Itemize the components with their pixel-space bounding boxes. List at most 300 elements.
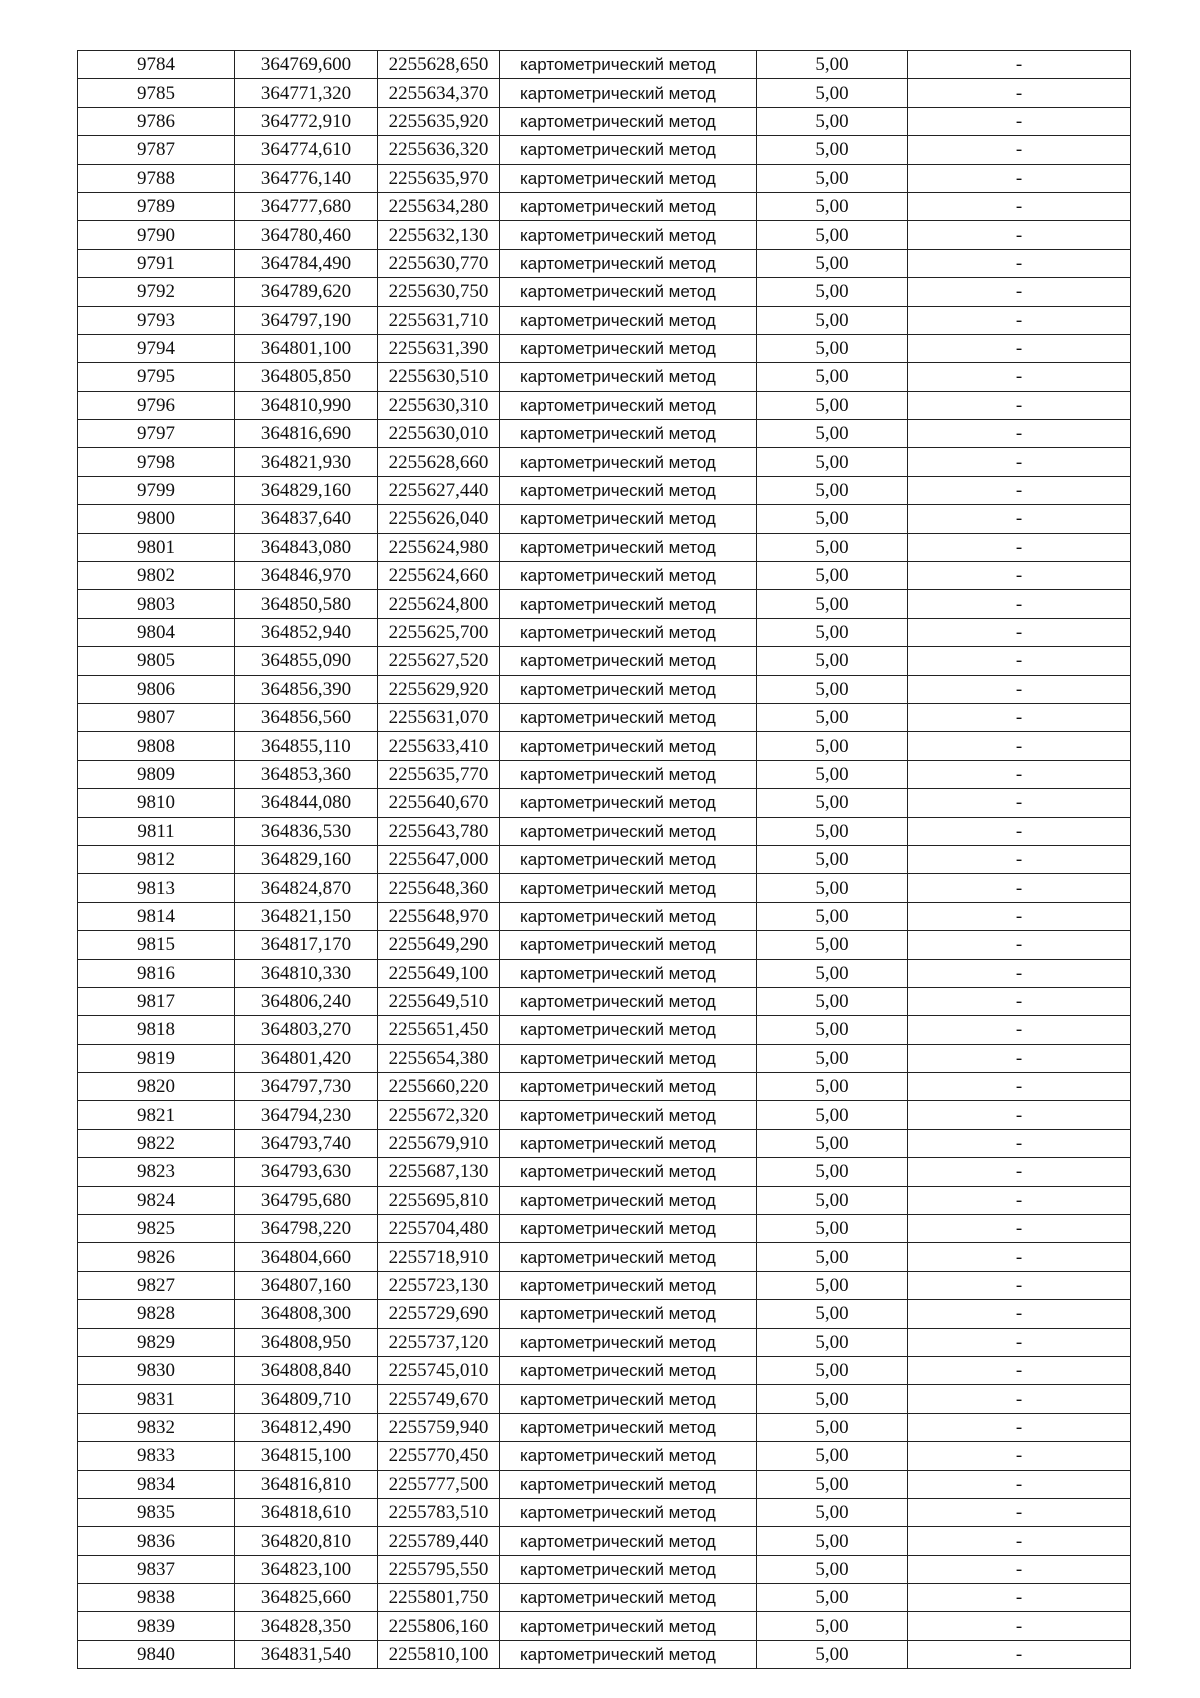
method-cell: картометрический метод <box>500 789 757 817</box>
coord-x-cell: 364846,970 <box>235 562 378 590</box>
description-cell: - <box>908 1555 1131 1583</box>
method-cell: картометрический метод <box>500 1584 757 1612</box>
coord-y-cell: 2255648,970 <box>378 902 500 930</box>
accuracy-cell: 5,00 <box>757 221 908 249</box>
table-row <box>78 448 1131 476</box>
table-row <box>78 1101 1131 1129</box>
method-cell: картометрический метод <box>500 420 757 448</box>
coord-y-cell: 2255630,010 <box>378 420 500 448</box>
table-row <box>78 902 1131 930</box>
description-cell: - <box>908 647 1131 675</box>
coord-x-cell: 364805,850 <box>235 363 378 391</box>
method-cell: картометрический метод <box>500 959 757 987</box>
table-row <box>78 1385 1131 1413</box>
coord-y-cell: 2255624,800 <box>378 590 500 618</box>
coord-x-cell: 364808,840 <box>235 1356 378 1384</box>
description-cell: - <box>908 192 1131 220</box>
accuracy-cell: 5,00 <box>757 363 908 391</box>
description-cell: - <box>908 1101 1131 1129</box>
description-cell: - <box>908 1498 1131 1526</box>
point-number-cell: 9817 <box>78 987 235 1015</box>
coord-x-cell: 364809,710 <box>235 1385 378 1413</box>
description-cell: - <box>908 1271 1131 1299</box>
coord-y-cell: 2255633,410 <box>378 732 500 760</box>
accuracy-cell: 5,00 <box>757 1612 908 1640</box>
coord-y-cell: 2255648,360 <box>378 874 500 902</box>
accuracy-cell: 5,00 <box>757 1584 908 1612</box>
coord-y-cell: 2255635,770 <box>378 760 500 788</box>
coord-x-cell: 364801,420 <box>235 1044 378 1072</box>
coord-y-cell: 2255660,220 <box>378 1073 500 1101</box>
accuracy-cell: 5,00 <box>757 1498 908 1526</box>
description-cell: - <box>908 1356 1131 1384</box>
coord-y-cell: 2255628,650 <box>378 51 500 79</box>
description-cell: - <box>908 1215 1131 1243</box>
coord-x-cell: 364850,580 <box>235 590 378 618</box>
table-row <box>78 192 1131 220</box>
description-cell: - <box>908 1584 1131 1612</box>
method-cell: картометрический метод <box>500 562 757 590</box>
table-row <box>78 391 1131 419</box>
table-row <box>78 789 1131 817</box>
coord-x-cell: 364776,140 <box>235 164 378 192</box>
accuracy-cell: 5,00 <box>757 1300 908 1328</box>
point-number-cell: 9789 <box>78 192 235 220</box>
coord-y-cell: 2255635,920 <box>378 107 500 135</box>
coord-y-cell: 2255629,920 <box>378 675 500 703</box>
coord-x-cell: 364789,620 <box>235 278 378 306</box>
coord-y-cell: 2255695,810 <box>378 1186 500 1214</box>
coord-x-cell: 364836,530 <box>235 817 378 845</box>
table-row <box>78 1584 1131 1612</box>
accuracy-cell: 5,00 <box>757 164 908 192</box>
table-row <box>78 931 1131 959</box>
coord-x-cell: 364795,680 <box>235 1186 378 1214</box>
method-cell: картометрический метод <box>500 703 757 731</box>
coord-y-cell: 2255745,010 <box>378 1356 500 1384</box>
accuracy-cell: 5,00 <box>757 590 908 618</box>
coord-y-cell: 2255704,480 <box>378 1215 500 1243</box>
method-cell: картометрический метод <box>500 874 757 902</box>
description-cell: - <box>908 334 1131 362</box>
coord-y-cell: 2255777,500 <box>378 1470 500 1498</box>
method-cell: картометрический метод <box>500 1073 757 1101</box>
accuracy-cell: 5,00 <box>757 1186 908 1214</box>
description-cell: - <box>908 1527 1131 1555</box>
coord-y-cell: 2255651,450 <box>378 1016 500 1044</box>
accuracy-cell: 5,00 <box>757 1129 908 1157</box>
table-row <box>78 1555 1131 1583</box>
method-cell: картометрический метод <box>500 1470 757 1498</box>
method-cell: картометрический метод <box>500 1215 757 1243</box>
table-row <box>78 334 1131 362</box>
point-number-cell: 9795 <box>78 363 235 391</box>
point-number-cell: 9832 <box>78 1413 235 1441</box>
coord-y-cell: 2255625,700 <box>378 618 500 646</box>
method-cell: картометрический метод <box>500 1640 757 1668</box>
method-cell: картометрический метод <box>500 448 757 476</box>
table-row <box>78 703 1131 731</box>
table-row <box>78 1044 1131 1072</box>
accuracy-cell: 5,00 <box>757 618 908 646</box>
coord-x-cell: 364769,600 <box>235 51 378 79</box>
point-number-cell: 9835 <box>78 1498 235 1526</box>
accuracy-cell: 5,00 <box>757 448 908 476</box>
coord-x-cell: 364780,460 <box>235 221 378 249</box>
point-number-cell: 9822 <box>78 1129 235 1157</box>
coord-y-cell: 2255687,130 <box>378 1158 500 1186</box>
accuracy-cell: 5,00 <box>757 1470 908 1498</box>
description-cell: - <box>908 732 1131 760</box>
description-cell: - <box>908 1186 1131 1214</box>
point-number-cell: 9787 <box>78 136 235 164</box>
table-row <box>78 476 1131 504</box>
table-row <box>78 1470 1131 1498</box>
accuracy-cell: 5,00 <box>757 703 908 731</box>
accuracy-cell: 5,00 <box>757 1243 908 1271</box>
accuracy-cell: 5,00 <box>757 902 908 930</box>
point-number-cell: 9826 <box>78 1243 235 1271</box>
coord-x-cell: 364774,610 <box>235 136 378 164</box>
point-number-cell: 9810 <box>78 789 235 817</box>
coord-x-cell: 364804,660 <box>235 1243 378 1271</box>
coord-x-cell: 364844,080 <box>235 789 378 817</box>
coord-y-cell: 2255654,380 <box>378 1044 500 1072</box>
coord-y-cell: 2255649,290 <box>378 931 500 959</box>
coord-x-cell: 364817,170 <box>235 931 378 959</box>
method-cell: картометрический метод <box>500 647 757 675</box>
coord-x-cell: 364803,270 <box>235 1016 378 1044</box>
table-row <box>78 1016 1131 1044</box>
accuracy-cell: 5,00 <box>757 931 908 959</box>
coord-x-cell: 364793,740 <box>235 1129 378 1157</box>
table-row <box>78 505 1131 533</box>
coord-x-cell: 364794,230 <box>235 1101 378 1129</box>
point-number-cell: 9790 <box>78 221 235 249</box>
point-number-cell: 9819 <box>78 1044 235 1072</box>
method-cell: картометрический метод <box>500 278 757 306</box>
table-row <box>78 107 1131 135</box>
accuracy-cell: 5,00 <box>757 647 908 675</box>
point-number-cell: 9816 <box>78 959 235 987</box>
description-cell: - <box>908 1158 1131 1186</box>
table-row <box>78 1186 1131 1214</box>
method-cell: картометрический метод <box>500 1101 757 1129</box>
coord-y-cell: 2255630,310 <box>378 391 500 419</box>
description-cell: - <box>908 817 1131 845</box>
method-cell: картометрический метод <box>500 1129 757 1157</box>
coord-x-cell: 364807,160 <box>235 1271 378 1299</box>
description-cell: - <box>908 562 1131 590</box>
coord-x-cell: 364855,090 <box>235 647 378 675</box>
table-row <box>78 1640 1131 1668</box>
table-row <box>78 533 1131 561</box>
accuracy-cell: 5,00 <box>757 192 908 220</box>
coord-x-cell: 364856,390 <box>235 675 378 703</box>
coord-y-cell: 2255632,130 <box>378 221 500 249</box>
method-cell: картометрический метод <box>500 249 757 277</box>
method-cell: картометрический метод <box>500 221 757 249</box>
coord-y-cell: 2255759,940 <box>378 1413 500 1441</box>
coord-y-cell: 2255627,520 <box>378 647 500 675</box>
accuracy-cell: 5,00 <box>757 306 908 334</box>
description-cell: - <box>908 1413 1131 1441</box>
coord-y-cell: 2255789,440 <box>378 1527 500 1555</box>
table-row <box>78 675 1131 703</box>
coord-x-cell: 364816,810 <box>235 1470 378 1498</box>
accuracy-cell: 5,00 <box>757 249 908 277</box>
coord-y-cell: 2255679,910 <box>378 1129 500 1157</box>
point-number-cell: 9796 <box>78 391 235 419</box>
point-number-cell: 9800 <box>78 505 235 533</box>
table-row <box>78 874 1131 902</box>
description-cell: - <box>908 760 1131 788</box>
accuracy-cell: 5,00 <box>757 675 908 703</box>
method-cell: картометрический метод <box>500 363 757 391</box>
coord-x-cell: 364798,220 <box>235 1215 378 1243</box>
method-cell: картометрический метод <box>500 533 757 561</box>
point-number-cell: 9827 <box>78 1271 235 1299</box>
method-cell: картометрический метод <box>500 164 757 192</box>
accuracy-cell: 5,00 <box>757 1640 908 1668</box>
method-cell: картометрический метод <box>500 1356 757 1384</box>
accuracy-cell: 5,00 <box>757 1101 908 1129</box>
coord-y-cell: 2255630,770 <box>378 249 500 277</box>
table-row <box>78 1073 1131 1101</box>
table-row <box>78 249 1131 277</box>
description-cell: - <box>908 1129 1131 1157</box>
accuracy-cell: 5,00 <box>757 136 908 164</box>
coord-y-cell: 2255783,510 <box>378 1498 500 1526</box>
description-cell: - <box>908 874 1131 902</box>
description-cell: - <box>908 1243 1131 1271</box>
accuracy-cell: 5,00 <box>757 107 908 135</box>
table-row <box>78 618 1131 646</box>
description-cell: - <box>908 789 1131 817</box>
description-cell: - <box>908 420 1131 448</box>
coord-x-cell: 364852,940 <box>235 618 378 646</box>
description-cell: - <box>908 505 1131 533</box>
description-cell: - <box>908 1385 1131 1413</box>
method-cell: картометрический метод <box>500 391 757 419</box>
point-number-cell: 9785 <box>78 79 235 107</box>
table-row <box>78 590 1131 618</box>
accuracy-cell: 5,00 <box>757 533 908 561</box>
point-number-cell: 9824 <box>78 1186 235 1214</box>
coord-y-cell: 2255636,320 <box>378 136 500 164</box>
coord-x-cell: 364829,160 <box>235 476 378 504</box>
accuracy-cell: 5,00 <box>757 1356 908 1384</box>
coord-y-cell: 2255640,670 <box>378 789 500 817</box>
coord-y-cell: 2255634,280 <box>378 192 500 220</box>
table-row <box>78 164 1131 192</box>
coord-x-cell: 364825,660 <box>235 1584 378 1612</box>
accuracy-cell: 5,00 <box>757 1158 908 1186</box>
coord-y-cell: 2255801,750 <box>378 1584 500 1612</box>
accuracy-cell: 5,00 <box>757 1442 908 1470</box>
description-cell: - <box>908 1470 1131 1498</box>
accuracy-cell: 5,00 <box>757 1385 908 1413</box>
coord-x-cell: 364772,910 <box>235 107 378 135</box>
coord-y-cell: 2255795,550 <box>378 1555 500 1583</box>
coord-x-cell: 364818,610 <box>235 1498 378 1526</box>
point-number-cell: 9791 <box>78 249 235 277</box>
accuracy-cell: 5,00 <box>757 789 908 817</box>
accuracy-cell: 5,00 <box>757 51 908 79</box>
table-row <box>78 1527 1131 1555</box>
table-row <box>78 420 1131 448</box>
point-number-cell: 9840 <box>78 1640 235 1668</box>
method-cell: картометрический метод <box>500 51 757 79</box>
accuracy-cell: 5,00 <box>757 1271 908 1299</box>
coord-x-cell: 364777,680 <box>235 192 378 220</box>
accuracy-cell: 5,00 <box>757 874 908 902</box>
table-row <box>78 760 1131 788</box>
table-row <box>78 1328 1131 1356</box>
accuracy-cell: 5,00 <box>757 1328 908 1356</box>
coord-x-cell: 364771,320 <box>235 79 378 107</box>
description-cell: - <box>908 1640 1131 1668</box>
coord-x-cell: 364837,640 <box>235 505 378 533</box>
point-number-cell: 9809 <box>78 760 235 788</box>
table-row <box>78 1129 1131 1157</box>
accuracy-cell: 5,00 <box>757 391 908 419</box>
description-cell: - <box>908 107 1131 135</box>
description-cell: - <box>908 1612 1131 1640</box>
method-cell: картометрический метод <box>500 1044 757 1072</box>
coord-x-cell: 364824,870 <box>235 874 378 902</box>
accuracy-cell: 5,00 <box>757 334 908 362</box>
description-cell: - <box>908 902 1131 930</box>
point-number-cell: 9828 <box>78 1300 235 1328</box>
point-number-cell: 9793 <box>78 306 235 334</box>
coord-x-cell: 364829,160 <box>235 845 378 873</box>
accuracy-cell: 5,00 <box>757 760 908 788</box>
method-cell: картометрический метод <box>500 931 757 959</box>
coord-y-cell: 2255810,100 <box>378 1640 500 1668</box>
coord-x-cell: 364793,630 <box>235 1158 378 1186</box>
accuracy-cell: 5,00 <box>757 732 908 760</box>
accuracy-cell: 5,00 <box>757 1413 908 1441</box>
point-number-cell: 9813 <box>78 874 235 902</box>
table-row <box>78 987 1131 1015</box>
method-cell: картометрический метод <box>500 675 757 703</box>
description-cell: - <box>908 391 1131 419</box>
description-cell: - <box>908 79 1131 107</box>
coord-x-cell: 364797,190 <box>235 306 378 334</box>
accuracy-cell: 5,00 <box>757 987 908 1015</box>
point-number-cell: 9799 <box>78 476 235 504</box>
coord-y-cell: 2255626,040 <box>378 505 500 533</box>
accuracy-cell: 5,00 <box>757 1527 908 1555</box>
method-cell: картометрический метод <box>500 1442 757 1470</box>
accuracy-cell: 5,00 <box>757 1016 908 1044</box>
description-cell: - <box>908 987 1131 1015</box>
coord-y-cell: 2255627,440 <box>378 476 500 504</box>
point-number-cell: 9802 <box>78 562 235 590</box>
table-row <box>78 1158 1131 1186</box>
point-number-cell: 9801 <box>78 533 235 561</box>
coordinates-table <box>77 50 1131 1669</box>
description-cell: - <box>908 51 1131 79</box>
method-cell: картометрический метод <box>500 1555 757 1583</box>
coord-y-cell: 2255631,070 <box>378 703 500 731</box>
point-number-cell: 9814 <box>78 902 235 930</box>
coord-x-cell: 364808,950 <box>235 1328 378 1356</box>
coordinates-table-body <box>78 51 1131 1669</box>
table-row <box>78 1413 1131 1441</box>
description-cell: - <box>908 448 1131 476</box>
description-cell: - <box>908 590 1131 618</box>
coord-y-cell: 2255630,510 <box>378 363 500 391</box>
point-number-cell: 9818 <box>78 1016 235 1044</box>
table-row <box>78 817 1131 845</box>
point-number-cell: 9837 <box>78 1555 235 1583</box>
description-cell: - <box>908 703 1131 731</box>
accuracy-cell: 5,00 <box>757 420 908 448</box>
point-number-cell: 9820 <box>78 1073 235 1101</box>
method-cell: картометрический метод <box>500 79 757 107</box>
table-row <box>78 221 1131 249</box>
method-cell: картометрический метод <box>500 136 757 164</box>
method-cell: картометрический метод <box>500 1385 757 1413</box>
method-cell: картометрический метод <box>500 1498 757 1526</box>
method-cell: картометрический метод <box>500 1328 757 1356</box>
table-row <box>78 136 1131 164</box>
description-cell: - <box>908 306 1131 334</box>
description-cell: - <box>908 1328 1131 1356</box>
coord-x-cell: 364810,330 <box>235 959 378 987</box>
coord-y-cell: 2255649,510 <box>378 987 500 1015</box>
point-number-cell: 9798 <box>78 448 235 476</box>
method-cell: картометрический метод <box>500 760 757 788</box>
point-number-cell: 9834 <box>78 1470 235 1498</box>
point-number-cell: 9823 <box>78 1158 235 1186</box>
method-cell: картометрический метод <box>500 845 757 873</box>
accuracy-cell: 5,00 <box>757 562 908 590</box>
point-number-cell: 9825 <box>78 1215 235 1243</box>
method-cell: картометрический метод <box>500 505 757 533</box>
point-number-cell: 9833 <box>78 1442 235 1470</box>
accuracy-cell: 5,00 <box>757 476 908 504</box>
table-row <box>78 1271 1131 1299</box>
description-cell: - <box>908 1044 1131 1072</box>
coord-x-cell: 364820,810 <box>235 1527 378 1555</box>
point-number-cell: 9806 <box>78 675 235 703</box>
description-cell: - <box>908 845 1131 873</box>
description-cell: - <box>908 675 1131 703</box>
method-cell: картометрический метод <box>500 902 757 930</box>
coord-x-cell: 364816,690 <box>235 420 378 448</box>
point-number-cell: 9830 <box>78 1356 235 1384</box>
method-cell: картометрический метод <box>500 817 757 845</box>
coord-x-cell: 364821,150 <box>235 902 378 930</box>
point-number-cell: 9807 <box>78 703 235 731</box>
description-cell: - <box>908 1442 1131 1470</box>
point-number-cell: 9803 <box>78 590 235 618</box>
coord-x-cell: 364828,350 <box>235 1612 378 1640</box>
coord-y-cell: 2255647,000 <box>378 845 500 873</box>
point-number-cell: 9812 <box>78 845 235 873</box>
point-number-cell: 9794 <box>78 334 235 362</box>
coord-x-cell: 364821,930 <box>235 448 378 476</box>
table-row <box>78 51 1131 79</box>
point-number-cell: 9792 <box>78 278 235 306</box>
accuracy-cell: 5,00 <box>757 505 908 533</box>
coord-y-cell: 2255723,130 <box>378 1271 500 1299</box>
description-cell: - <box>908 278 1131 306</box>
coord-y-cell: 2255624,980 <box>378 533 500 561</box>
